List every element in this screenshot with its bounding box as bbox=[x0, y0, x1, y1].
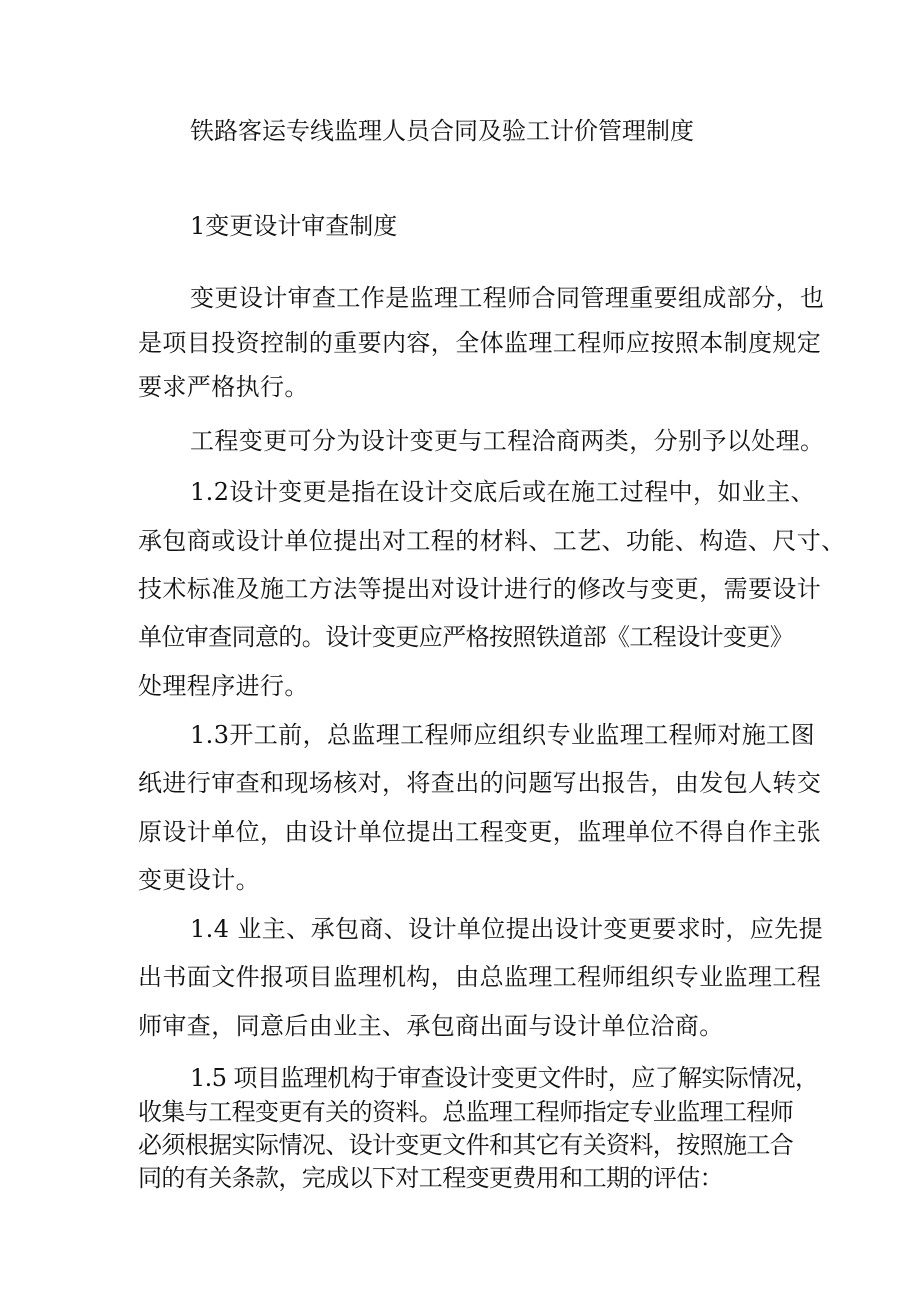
paragraph-line: 变更设计审查工作是监理工程师合同管理重要组成部分，也 bbox=[190, 284, 825, 312]
paragraph-line: 纸进行审查和现场核对，将查出的问题写出报告，由发包人转交 bbox=[138, 769, 822, 797]
paragraph-line: 1.3开工前，总监理工程师应组织专业监理工程师对施工图 bbox=[190, 721, 815, 749]
paragraph-line: 1.2设计变更是指在设计交底后或在施工过程中，如业主、 bbox=[190, 478, 815, 506]
paragraph-line: 原设计单位，由设计单位提出工程变更，监理单位不得自作主张 bbox=[138, 818, 822, 846]
paragraph-line: 收集与工程变更有关的资料。总监理工程师指定专业监理工程师 bbox=[138, 1098, 794, 1126]
paragraph-line: 技术标准及施工方法等提出对设计进行的修改与变更，需要设计 bbox=[138, 575, 822, 603]
paragraph-line: 承包商或设计单位提出对工程的材料、工艺、功能、构造、尺寸、 bbox=[138, 527, 846, 555]
paragraph-line: 工程变更可分为设计变更与工程洽商两类，分别予以处理。 bbox=[190, 427, 825, 455]
paragraph-line: 要求严格执行。 bbox=[138, 373, 309, 401]
paragraph-line: 师审查，同意后由业主、承包商出面与设计单位洽商。 bbox=[138, 1012, 724, 1040]
paragraph-line: 1.5 项目监理机构于审查设计变更文件时，应了解实际情况， bbox=[190, 1064, 819, 1092]
paragraph-line: 同的有关条款，完成以下对工程变更费用和工期的评估： bbox=[138, 1164, 723, 1192]
paragraph-line: 必须根据实际情况、设计变更文件和其它有关资料，按照施工合 bbox=[138, 1131, 794, 1159]
section-heading: 1变更设计审查制度 bbox=[190, 212, 398, 240]
paragraph-line: 1.4 业主、承包商、设计单位提出设计变更要求时，应先提 bbox=[190, 915, 823, 943]
paragraph-line: 出书面文件报项目监理机构，由总监理工程师组织专业监理工程 bbox=[138, 963, 822, 991]
paragraph-line: 变更设计。 bbox=[138, 866, 260, 894]
document-title: 铁路客运专线监理人员合同及验工计价管理制度 bbox=[190, 117, 694, 145]
paragraph-line: 是项目投资控制的重要内容，全体监理工程师应按照本制度规定 bbox=[138, 329, 822, 357]
paragraph-line: 单位审查同意的。设计变更应严格按照铁道部《工程设计变更》 bbox=[138, 623, 794, 651]
paragraph-line: 处理程序进行。 bbox=[138, 672, 309, 700]
